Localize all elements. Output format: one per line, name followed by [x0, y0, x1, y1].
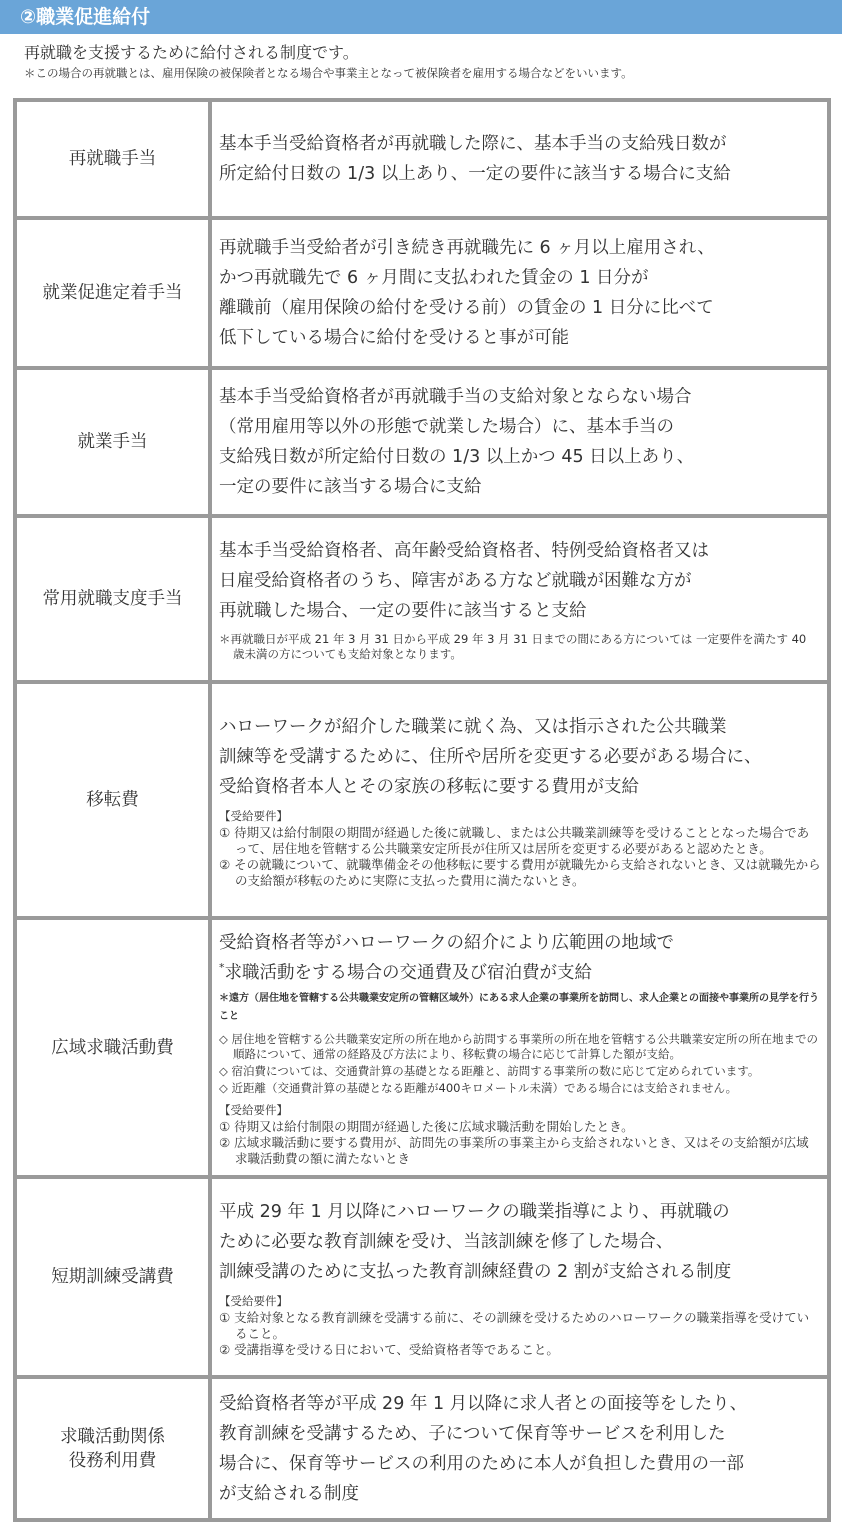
- requirement-item: ② その就職について、就職準備金その他移転に要する費用が就職先から支給されないとき、又は就職先からの支給額が移転のために実際に支払った費用に満たないとき。: [219, 856, 821, 888]
- footnote: ＊遠方（居住地を管轄する公共職業安定所の管轄区域外）にある求人企業の事業所を訪問し、求人企業との面接や事業所の見学を行うこと: [219, 993, 819, 1022]
- note: ◇ 近距離（交通費計算の基礎となる距離が400キロメートル未満）である場合には支給されません。: [219, 1081, 738, 1095]
- benefit-description: [211, 917, 828, 1176]
- requirement-item: ① 待期又は給付制限の期間が経過した後に広域求職活動を開始したとき。: [219, 1119, 634, 1134]
- section-title: ②職業促進給付: [20, 6, 151, 28]
- benefit-name-line: 求職活動関係: [60, 1426, 165, 1447]
- description-line: 基本手当受給資格者が再就職した際に、基本手当の支給残日数が: [219, 134, 727, 154]
- benefit-description: [211, 1176, 828, 1376]
- benefit-description: [211, 1376, 828, 1519]
- description-line: 受給資格者本人とその家族の移転に要する費用が支給: [219, 776, 639, 797]
- description-line: ハローワークが紹介した職業に就く為、又は指示された公共職業: [219, 716, 727, 737]
- intro-note: ＊この場合の再就職とは、雇用保険の被保険者となる場合や事業主となって被保険者を雇用する場合などをいいます。: [24, 66, 633, 80]
- requirement-item: ② 広域求職活動に要する費用が、訪問先の事業所の事業主から支給されないとき、又はその支給額が広域求職活動費の額に満たないとき: [219, 1135, 809, 1166]
- table-row: [16, 681, 828, 917]
- requirements-heading: 【受給要件】: [219, 1293, 288, 1308]
- footnote-mark: *: [219, 961, 225, 975]
- description-line: かつ再就職先で 6 ヶ月間に支払われた賃金の 1 日分が: [219, 268, 649, 288]
- description-line: 再就職手当受給者が引き続き再就職先に 6 ヶ月以上雇用され、: [219, 238, 715, 258]
- requirement-item: ② 受講指導を受ける日において、受給資格者等であること。: [219, 1341, 559, 1357]
- description-line: 平成 29 年 1 月以降にハローワークの職業指導により、再就職の: [219, 1201, 730, 1222]
- requirements-heading: 【受給要件】: [219, 1103, 288, 1117]
- description-line: ために必要な教育訓練を受け、当該訓練を修了した場合、: [219, 1231, 674, 1252]
- table-row: [16, 1176, 828, 1376]
- benefit-name: [16, 1376, 211, 1519]
- description-line: [219, 958, 821, 988]
- table-row: [16, 515, 828, 681]
- description-line: 所定給付日数の 1/3 以上あり、一定の要件に該当する場合に支給: [219, 164, 731, 184]
- intro: [24, 42, 834, 82]
- note-list: [219, 632, 821, 662]
- requirement-item: ① 待期又は給付制限の期間が経過した後に就職し、または公共職業訓練等を受けることとなった場合であって、居住地を管轄する公共職業安定所長が住所又は居所を変更する必要があると認めたとき。: [219, 824, 810, 856]
- benefit-description: [211, 367, 828, 515]
- benefit-description: [211, 217, 828, 367]
- description-line: 基本手当受給資格者、高年齢受給資格者、特例受給資格者又は: [219, 541, 709, 561]
- benefit-description: [211, 681, 828, 917]
- benefit-name: 再就職手当: [16, 101, 211, 217]
- description-line: 基本手当受給資格者が再就職手当の支給対象とならない場合: [219, 387, 692, 407]
- requirement-item: ① 支給対象となる教育訓練を受講する前に、その訓練を受けるためのハローワークの職業指導を受けていること。: [219, 1309, 810, 1341]
- benefit-description: [211, 101, 828, 217]
- benefit-name: 移転費: [16, 681, 211, 917]
- benefit-name: 就業手当: [16, 367, 211, 515]
- note: ◇ 宿泊費については、交通費計算の基礎となる距離と、訪問する事業所の数に応じて定められています。: [219, 1064, 760, 1078]
- note: ＊再就職日が平成 21 年 3 月 31 日から平成 29 年 3 月 31 日までの間にある方については 一定要件を満たす 40 歳未満の方についても支給対象となります。: [219, 632, 807, 661]
- section-header: [0, 0, 842, 34]
- description-line: 再就職した場合、一定の要件に該当すると支給: [219, 601, 587, 621]
- note: ◇ 居住地を管轄する公共職業安定所の所在地から訪問する事業所の所在地を管轄する公共職業安定所の所在地までの順路について、通常の経路及び方法により、移転費の場合に応じて計算した額が支給。: [219, 1032, 818, 1061]
- description-line: 場合に、保育等サービスの利用のために本人が負担した費用の一部: [219, 1453, 744, 1474]
- description-line: が支給される制度: [219, 1483, 359, 1504]
- description-line: 訓練受講のために支払った教育訓練経費の 2 割が支給される制度: [219, 1261, 732, 1282]
- description-line: 日雇受給資格者のうち、障害がある方など就職が困難な方が: [219, 571, 692, 591]
- description-line: （常用雇用等以外の形態で就業した場合）に、基本手当の: [219, 417, 674, 437]
- note-list: [219, 1032, 821, 1096]
- description-line: 離職前（雇用保険の給付を受ける前）の賃金の 1 日分に比べて: [219, 298, 714, 318]
- table-row: [16, 367, 828, 515]
- description-line: 教育訓練を受講するため、子について保育等サービスを利用した: [219, 1423, 726, 1444]
- description-line: 受給資格者等が平成 29 年 1 月以降に求人者との面接等をしたり、: [219, 1393, 748, 1414]
- benefit-name-line: 役務利用費: [68, 1450, 157, 1471]
- benefit-name: 常用就職支度手当: [16, 515, 211, 681]
- benefit-description: [211, 515, 828, 681]
- benefit-name: 短期訓練受講費: [16, 1176, 211, 1376]
- table-row: [16, 1376, 828, 1519]
- requirements-heading: 【受給要件】: [219, 808, 288, 823]
- table-row: [16, 217, 828, 367]
- description-line: 訓練等を受講するために、住所や居所を変更する必要がある場合に、: [219, 746, 762, 767]
- intro-text: 再就職を支援するために給付される制度です。: [24, 43, 359, 62]
- table-row: [16, 917, 828, 1176]
- table-row: [16, 101, 828, 217]
- benefits-table: [13, 98, 831, 1522]
- description-line: 支給残日数が所定給付日数の 1/3 以上かつ 45 日以上あり、: [219, 447, 695, 467]
- description-line: 低下している場合に給付を受けると事が可能: [219, 328, 569, 348]
- description-line: 一定の要件に該当する場合に支給: [219, 477, 482, 497]
- description-text: 求職活動をする場合の交通費及び宿泊費が支給: [224, 963, 592, 983]
- benefit-name: 広域求職活動費: [16, 917, 211, 1176]
- benefit-name: 就業促進定着手当: [16, 217, 211, 367]
- description-line: 受給資格者等がハローワークの紹介により広範囲の地域で: [219, 933, 674, 953]
